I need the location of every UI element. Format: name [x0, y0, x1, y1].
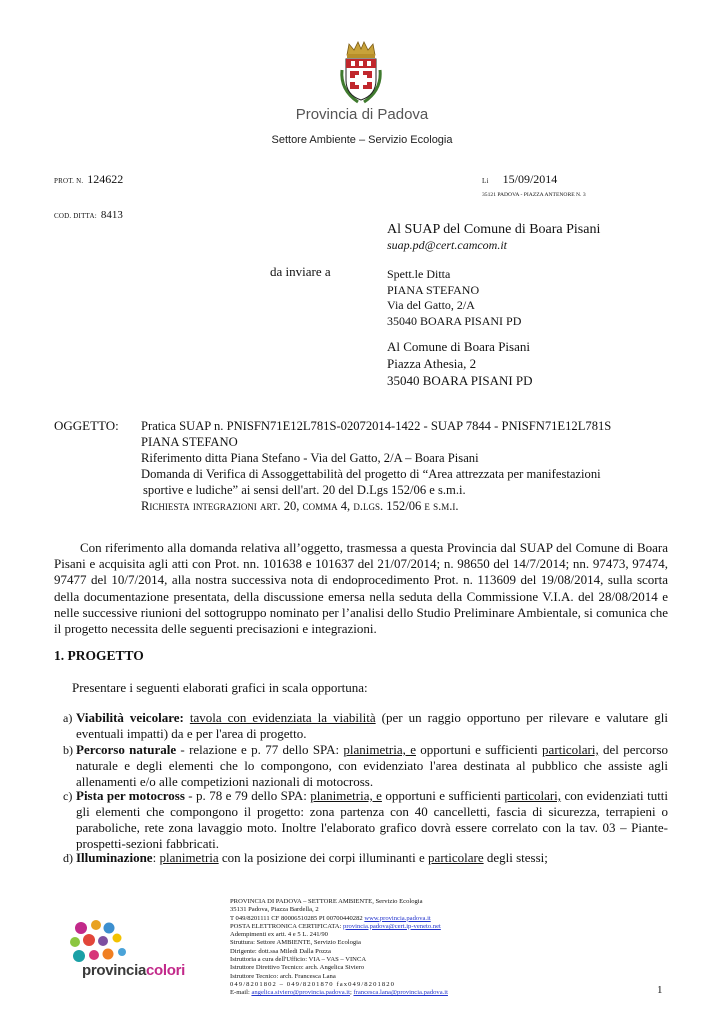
cod-label: COD. DITTA:: [54, 212, 97, 220]
item-underlined: tavola con evidenziata la viabilità: [189, 710, 376, 725]
item-underlined: planimetria, e: [310, 788, 382, 803]
org-name: Provincia di Padova: [295, 106, 429, 123]
item-label: b): [63, 743, 73, 757]
cod-ditta: [54, 205, 123, 223]
municipality-line: Al Comune di Boara Pisani: [387, 339, 530, 354]
item-text: :: [152, 850, 160, 865]
company-line: Spett.le Ditta: [387, 267, 451, 281]
footer-line: 049/8201802 – 049/8201870 fax049/8201820: [230, 980, 396, 988]
item-text: con evidenziati tutti gli elementi che compongono il progetto: zona partenza con 40 cancelletti, fascia di sicurezza, terrapieni o paraboliche, rete zona lavaggio moto. Inoltre l'elaborato grafico dovrà essere correlato con la tav. 03 – Piante-prospetti-sezioni fabbricati.: [76, 788, 669, 851]
subject-line: Domanda di Verifica di Assoggettabilità del progetto di “Area attrezzata per manifestazioni: [141, 467, 601, 481]
company-line: Via del Gatto, 2/A: [387, 298, 475, 312]
subject-line: Pratica SUAP n. PNISFN71E12L781S-02072014-1422 - SUAP 7844 - PNISFN71E12L781S: [141, 419, 612, 433]
email-separator: ;: [349, 989, 354, 997]
company-line: PIANA STEFANO: [387, 283, 480, 297]
item-text: opportuni e sufficienti: [415, 742, 543, 757]
item-underlined: particolari,: [542, 742, 599, 757]
pec-link[interactable]: provincia.padova@cert.ip-veneto.net: [343, 922, 441, 930]
recipient-suap-email: suap.pd@cert.camcom.it: [387, 238, 508, 252]
recipient-municipality: [387, 338, 533, 389]
footer-line: Adempimenti ex artt. 4 e 5 L. 241/90: [230, 931, 328, 939]
website-link[interactable]: www.provincia.padova.it: [364, 914, 431, 922]
item-title: Illuminazione: [76, 850, 153, 865]
section-intro: Presentare i seguenti elaborati grafici in scala opportuna:: [72, 680, 368, 695]
footer-info: [230, 898, 448, 998]
footer-line: PROVINCIA DI PADOVA – SETTORE AMBIENTE, Servizio Ecologia: [230, 898, 423, 905]
item-text: (per un raggio opportuno per rilevare e valutare gli eventuali impatti) da e per l'area di progetto.: [76, 710, 669, 741]
logo-text-a: provincia: [82, 962, 146, 979]
subject-line: Riferimento ditta Piana Stefano - Via del Gatto, 2/A – Boara Pisani: [141, 451, 479, 465]
item-underlined: particolari,: [504, 788, 562, 803]
item-title: Percorso naturale: [76, 742, 177, 757]
letter-date: 15/09/2014: [502, 172, 558, 186]
date-line: [482, 170, 557, 188]
item-text: - relazione e p. 77 dello SPA:: [176, 742, 344, 757]
email-link[interactable]: francesca.lana@provincia.padova.it: [353, 989, 448, 997]
footer-line: Istruttoria a cura dell'Ufficio: VIA – VAS – VINCA: [230, 956, 367, 964]
list-item-a: [63, 710, 669, 742]
footer-line: [230, 923, 448, 931]
logo-text-b: colori: [146, 962, 186, 979]
footer-line: Istruttore Tecnico: arch. Francesca Lana: [230, 972, 336, 980]
item-title: Viabilità veicolare:: [76, 710, 184, 725]
footer-line: Istruttore Direttivo Tecnico: arch. Angelica Siviero: [230, 964, 365, 972]
cod-value: 8413: [100, 209, 123, 221]
item-text: con la posizione dei corpi illuminanti e: [218, 850, 429, 865]
list-item-b: [63, 742, 668, 790]
item-title: Pista per motocross: [76, 788, 185, 803]
li-label: Li: [482, 177, 489, 185]
prot-number: [54, 170, 123, 188]
item-label: c): [63, 789, 73, 803]
footer-line: [230, 989, 448, 997]
page-number: 1: [657, 984, 663, 996]
subject-line: PIANA STEFANO: [141, 435, 238, 449]
item-underlined: planimetria, e: [343, 742, 416, 757]
footer-line: Dirigente: dott.ssa Miledi Dalla Pozza: [230, 947, 331, 955]
email-label: E-mail:: [230, 989, 252, 997]
email-link[interactable]: angelica.siviero@provincia.padova.it: [251, 989, 350, 997]
footer-phone: T 049/8201111 CF 80006510285 PI 00700440282: [230, 914, 365, 922]
logo-wordmark: [82, 962, 185, 979]
footer-line: [230, 915, 448, 923]
section-title: 1. PROGETTO: [54, 648, 144, 663]
subject-label: OGGETTO:: [54, 418, 119, 433]
recipient-company: [387, 266, 521, 329]
send-to-label: da inviare a: [270, 264, 331, 279]
item-text: degli stessi;: [483, 850, 548, 865]
item-label: d): [63, 851, 73, 865]
list-item-c: [63, 788, 669, 852]
list-item-d: [63, 850, 668, 866]
municipality-line: Piazza Athesia, 2: [387, 356, 477, 371]
item-text: - p. 78 e 79 dello SPA:: [184, 788, 311, 803]
pec-label: POSTA ELETTRONICA CERTIFICATA:: [230, 922, 344, 930]
item-underlined: particolare: [428, 850, 484, 865]
item-underlined: planimetria: [159, 850, 219, 865]
footer-line: 35131 Padova, Piazza Bardella, 2: [230, 906, 319, 914]
prot-label: PROT. N.: [54, 177, 84, 185]
provinciacolori-logo: [62, 918, 212, 984]
subject-block: [141, 418, 611, 514]
letter-place: 35121 PADOVA - PIAZZA ANTENORE N. 3: [482, 192, 586, 198]
item-text: del percorso naturale e degli elementi che lo compongono, con evidenziato l'area destinata al pubblico che assiste agli allenamenti e/o alle competizioni nazionali di motocross.: [76, 742, 668, 789]
subject-line: Richiesta integrazioni art. 20, comma 4, d.lgs. 152/06 e s.m.i.: [141, 499, 459, 513]
recipient-suap: Al SUAP del Comune di Boara Pisani: [387, 222, 601, 237]
company-line: 35040 BOARA PISANI PD: [387, 314, 522, 328]
coat-of-arms-logo: [338, 40, 384, 106]
intro-paragraph: Con riferimento alla domanda relativa all’oggetto, trasmessa a questa Provincia dal SUAP del Comune di Boara Pisani e acquisita agli atti con Prot. nn. 101638 e 101637 del 21/07/2014; n. 98650 del 14/7/2014; nn. 97473, 97474, 97477 del 10/7/2014, alla nostra successiva nota di endoprocedimento Prot. n. 113609 del 19/08/2014, sulla scorta della documentazione presentata, della discussione emersa nella seduta della Commissione V.I.A. del 28/08/2014 e nelle successive riunioni del sottogruppo nominato per l’analisi dello Studio Preliminare Ambientale, si comunica che il progetto necessita delle seguenti precisazioni e integrazioni.: [54, 540, 668, 637]
item-text: opportuni e sufficienti: [381, 788, 505, 803]
item-label: a): [63, 711, 73, 725]
municipality-line: 35040 BOARA PISANI PD: [387, 373, 533, 388]
subject-line: sportive e ludiche” ai sensi dell'art. 20 del D.Lgs 152/06 e s.m.i.: [143, 483, 466, 497]
footer-line: Struttura: Settore AMBIENTE, Servizio Ecologia: [230, 939, 361, 947]
prot-value: 124622: [87, 172, 124, 186]
department-name: Settore Ambiente – Servizio Ecologia: [271, 134, 453, 146]
